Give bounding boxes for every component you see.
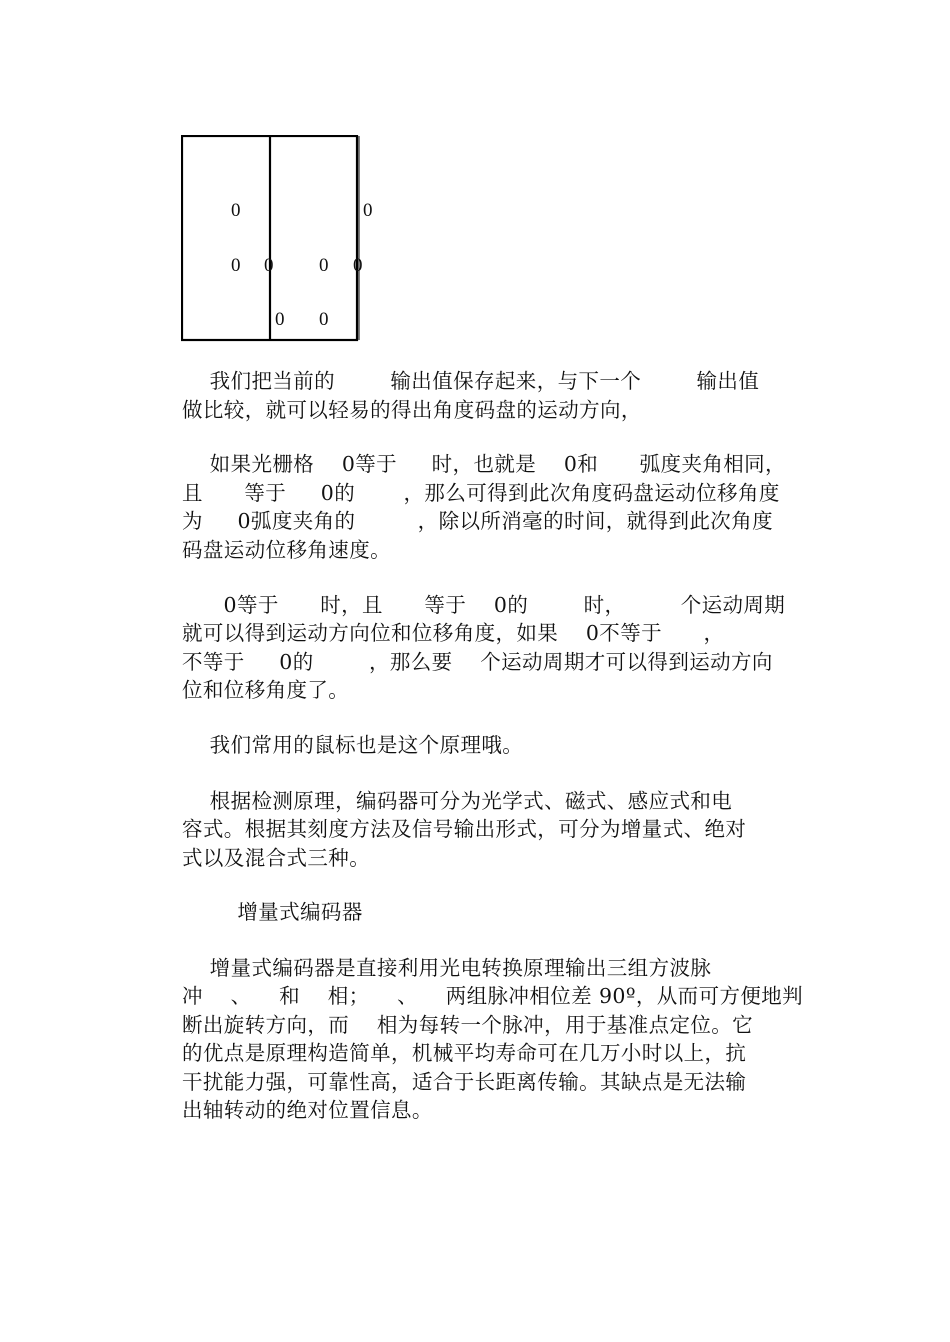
paragraph-line: 如果光栅格 0等于 时，也就是 0和 弧度夹角相同， (182, 452, 786, 476)
diagram-label: 0 (319, 255, 329, 276)
paragraph-line: 且 等于 0的 ，那么可得到此次角度码盘运动位移角度 (182, 481, 780, 505)
paragraph-line: 位和位移角度了。 (182, 678, 350, 702)
encoder-diagram (181, 135, 373, 341)
diagram-label: 0 (363, 200, 373, 221)
paragraph-line: 码盘运动位移角速度。 (182, 538, 391, 562)
paragraph-line: 断出旋转方向，而 相为每转一个脉冲，用于基准点定位。它 (182, 1013, 754, 1037)
paragraph-line: 0等于 时，且 等于 0的 时， 个运动周期 (182, 593, 786, 617)
section-heading: 增量式编码器 (182, 900, 363, 924)
diagram-label: 0 (264, 255, 274, 276)
paragraph-line: 为 0弧度夹角的 ，除以所消毫的时间，就得到此次角度 (182, 509, 773, 533)
paragraph-line: 不等于 0的 ，那么要 个运动周期才可以得到运动方向 (182, 650, 773, 674)
diagram-label: 0 (353, 255, 363, 276)
paragraph-line: 干扰能力强，可靠性高，适合于长距离传输。其缺点是无法输 (182, 1070, 747, 1094)
paragraph-line: 出轴转动的绝对位置信息。 (182, 1098, 433, 1122)
paragraph-line: 根据检测原理，编码器可分为光学式、磁式、感应式和电 (182, 789, 733, 813)
encoder-grid (181, 135, 361, 343)
diagram-label: 0 (319, 309, 329, 330)
diagram-label: 0 (275, 309, 285, 330)
diagram-label: 0 (231, 255, 241, 276)
paragraph-line: 我们把当前的 输出值保存起来，与下一个 输出值 (182, 369, 760, 393)
paragraph-line: 冲 、 和 相； 、 两组脉冲相位差 90º，从而可方便地判 (182, 984, 804, 1008)
paragraph-line: 容式。根据其刻度方法及信号输出形式，可分为增量式、绝对 (182, 817, 747, 841)
paragraph-line: 就可以得到运动方向位和位移角度，如果 0不等于 ， (182, 621, 725, 645)
paragraph-line: 我们常用的鼠标也是这个原理哦。 (182, 733, 524, 757)
paragraph-line: 增量式编码器是直接利用光电转换原理输出三组方波脉 (182, 956, 712, 980)
paragraph-line: 做比较，就可以轻易的得出角度码盘的运动方向， (182, 398, 642, 422)
paragraph-line: 的优点是原理构造简单，机械平均寿命可在几万小时以上，抗 (182, 1041, 747, 1065)
paragraph-line: 式以及混合式三种。 (182, 846, 371, 870)
diagram-label: 0 (231, 200, 241, 221)
